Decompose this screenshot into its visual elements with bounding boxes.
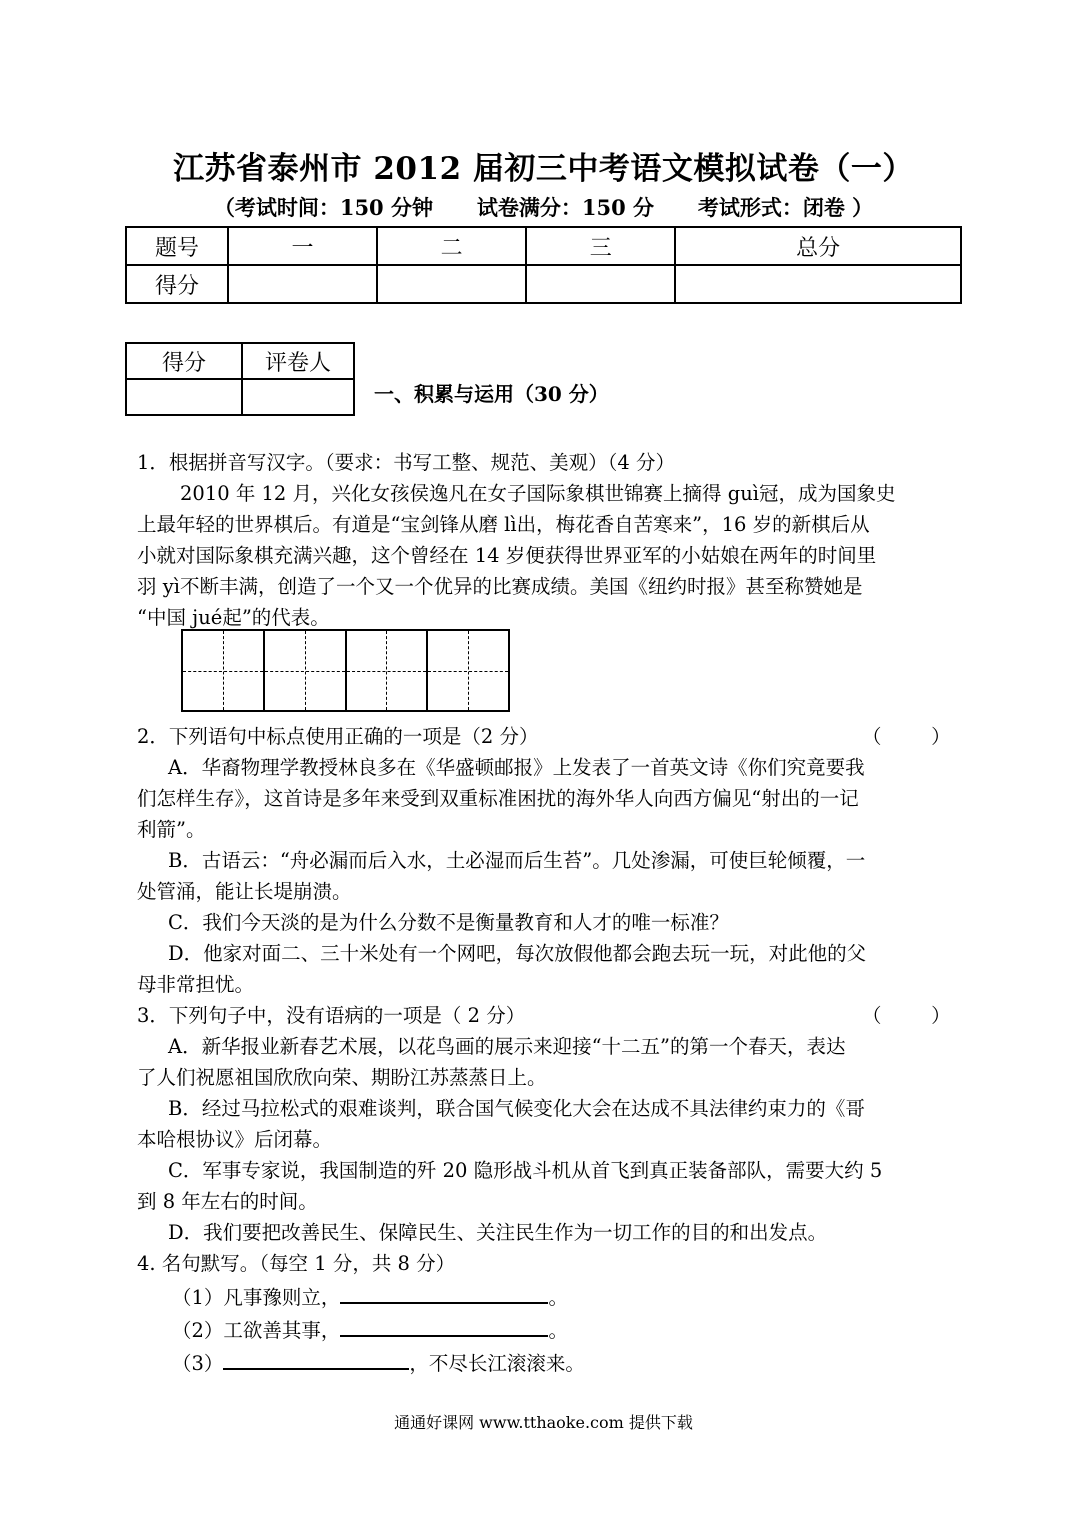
exam-title: 江苏省泰州市 2012 届初三中考语文模拟试卷（一） (173, 151, 914, 187)
grader-table (125, 342, 355, 416)
writing-cell[interactable] (183, 631, 265, 710)
option-b-line: B．古语云：“舟必漏而后入水，土必湿而后生苔”。几处渗漏，可使巨轮倾覆，一 (168, 849, 866, 872)
score-cell[interactable] (126, 379, 242, 415)
option-c-line: C．我们今天淡的是为什么分数不是衡量教育和人才的唯一标准？ (168, 911, 729, 934)
option-a-line: 利箭”。 (137, 818, 206, 841)
writing-cell[interactable] (428, 631, 508, 710)
option-d-line: D．他家对面二、三十米处有一个网吧，每次放假他都会跑去玩一玩，对此他的父 (168, 942, 867, 965)
writing-cell[interactable] (347, 631, 429, 710)
option-d-line: D．我们要把改善民生、保障民生、关注民生作为一切工作的目的和出发点。 (168, 1221, 828, 1244)
item-number: （3） (172, 1352, 224, 1375)
grader-table-row (126, 379, 354, 415)
option-a-line: A．新华报业新春艺术展，以花鸟画的展示来迎接“十二五”的第一个春天，表达 (168, 1035, 846, 1058)
page-footer: 通通好课网 www.tthaoke.com 提供下载 (394, 1413, 693, 1432)
grader-cell[interactable] (242, 379, 354, 415)
question-2-stem: 2．下列语句中标点使用正确的一项是（2 分） (137, 725, 539, 748)
section-heading: 一、积累与运用（30 分） (374, 382, 609, 406)
question-1-passage-line: 小就对国际象棋充满兴趣，这个曾经在 14 岁便获得世界亚军的小姑娘在两年的时间里 (137, 544, 877, 567)
item-number: （2） (172, 1319, 224, 1342)
score-cell[interactable] (526, 265, 675, 303)
header-cell: 评卷人 (242, 343, 354, 379)
recitation-item (172, 1315, 568, 1343)
header-cell: 二 (377, 227, 526, 265)
fill-in-blank[interactable] (340, 1284, 548, 1304)
option-a-line: 们怎样生存》，这首诗是多年来受到双重标准困扰的海外华人向西方偏见“射出的一记 (137, 787, 859, 810)
score-table (125, 226, 962, 304)
recitation-item (172, 1282, 568, 1310)
option-c-line: C．军事专家说，我国制造的歼 20 隐形战斗机从首飞到真正装备部队，需要大约 5 (168, 1159, 883, 1182)
answer-parentheses[interactable]: （ ） (862, 1004, 951, 1027)
item-end: ，不尽长江滚滚来。 (409, 1352, 585, 1375)
score-table-header-row (126, 227, 961, 265)
option-a-line: 了人们祝愿祖国欣欣向荣、期盼江苏蒸蒸日上。 (137, 1066, 547, 1089)
option-b-line: 处管涌，能让长堤崩溃。 (137, 880, 352, 903)
header-cell: 得分 (126, 343, 242, 379)
question-4-stem: 4. 名句默写。（每空 1 分，共 8 分） (137, 1252, 456, 1275)
score-cell[interactable] (228, 265, 377, 303)
row-label: 得分 (126, 265, 228, 303)
item-text: 工欲善其事， (223, 1319, 341, 1342)
item-number: （1） (172, 1286, 224, 1309)
fill-in-blank[interactable] (340, 1317, 548, 1337)
score-cell[interactable] (675, 265, 961, 303)
question-1-passage-line: 上最年轻的世界棋后。有道是“宝剑锋从磨 lì出，梅花香自苦寒来”，16 岁的新棋后从 (137, 513, 870, 536)
question-1-passage-line: 2010 年 12 月，兴化女孩侯逸凡在女子国际象棋世锦赛上摘得 guì冠，成为国象史 (180, 482, 896, 505)
question-1-passage-line: 羽 yì不断丰满，创造了一个又一个优异的比赛成绩。美国《纽约时报》甚至称赞她是 (137, 575, 863, 598)
item-end: 。 (548, 1319, 568, 1342)
writing-cell[interactable] (265, 631, 347, 710)
option-b-line: B．经过马拉松式的艰难谈判，联合国气候变化大会在达成不具法律约束力的《哥 (168, 1097, 865, 1120)
grader-table-header-row (126, 343, 354, 379)
option-c-line: 到 8 年左右的时间。 (137, 1190, 318, 1213)
option-b-line: 本哈根协议》后闭幕。 (137, 1128, 333, 1151)
exam-info: （考试时间：150 分钟 试卷满分：150 分 考试形式：闭卷 ） (213, 195, 874, 220)
option-d-line: 母非常担忧。 (137, 973, 255, 996)
option-a-line: A．华裔物理学教授林良多在《华盛顿邮报》上发表了一首英文诗《你们究竟要我 (168, 756, 865, 779)
fill-in-blank[interactable] (223, 1350, 409, 1370)
recitation-item (172, 1348, 585, 1376)
header-cell: 三 (526, 227, 675, 265)
score-cell[interactable] (377, 265, 526, 303)
writing-grid[interactable] (181, 629, 510, 712)
question-1-stem: 1．根据拼音写汉字。（要求：书写工整、规范、美观）（4 分） (137, 451, 676, 474)
item-text: 凡事豫则立， (223, 1286, 341, 1309)
score-table-row (126, 265, 961, 303)
question-3-stem: 3．下列句子中，没有语病的一项是（ 2 分） (137, 1004, 526, 1027)
header-cell: 题号 (126, 227, 228, 265)
header-cell: 总分 (675, 227, 961, 265)
answer-parentheses[interactable]: （ ） (862, 725, 951, 748)
question-1-passage-line: “中国 jué起”的代表。 (137, 606, 330, 629)
item-end: 。 (548, 1286, 568, 1309)
header-cell: 一 (228, 227, 377, 265)
